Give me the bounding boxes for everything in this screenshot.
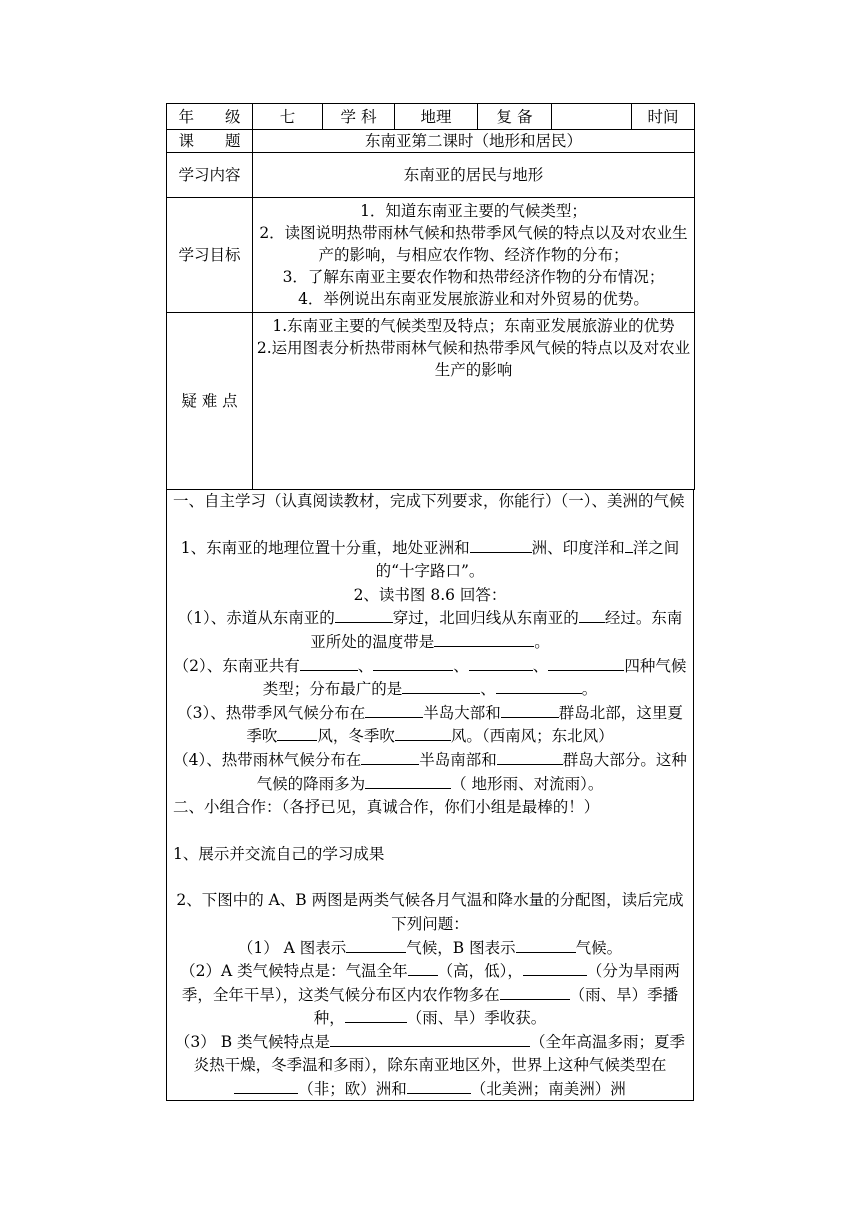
- goal-item: 1．知道东南亚主要的气候类型；: [360, 202, 587, 220]
- blank[interactable]: [496, 678, 582, 694]
- group-task-2-2: （2）A 类气候特点是：气温全年 （高，低）， （分为旱雨两季，全年干旱），这类气候分布区内农作物多在 （雨、旱）季播种， （雨、旱）季收获。: [180, 962, 680, 1028]
- blank[interactable]: [300, 655, 358, 671]
- review-label: 复 备: [478, 104, 552, 130]
- blank[interactable]: [500, 984, 570, 1000]
- group-task-2-3: （3） B 类气候特点是 （全年高温多雨；夏季炎热干燥，冬季温和多雨），除东南亚地区外，世界上这种气候类型在（非；欧）洲和 （北美洲；南美洲）洲: [174, 1032, 686, 1099]
- blank[interactable]: [408, 960, 438, 976]
- blank[interactable]: [548, 655, 624, 671]
- blank[interactable]: [346, 937, 406, 953]
- blank[interactable]: [345, 1007, 407, 1023]
- grade-value: 七: [253, 104, 323, 130]
- blank[interactable]: [497, 749, 563, 765]
- study-body: [166, 490, 694, 1101]
- group-task-1: 1、展示并交流自己的学习成果: [173, 844, 385, 863]
- blank[interactable]: [469, 655, 533, 671]
- difficulties-label: 疑 难 点: [167, 313, 253, 490]
- time-label: 时间: [632, 104, 695, 130]
- blank[interactable]: [402, 678, 480, 694]
- difficulty-item: 1.东南亚主要的气候类型及特点；东南亚发展旅游业的优势: [272, 317, 675, 335]
- group-task-2: 2、下图中的 A、B 两图是两类气候各月气温和降水量的分配图，读后完成下列问题：: [176, 891, 684, 933]
- difficulties-list: [253, 313, 695, 490]
- grade-label: 年 级: [167, 104, 253, 130]
- goals-label: 学习目标: [167, 198, 253, 313]
- blank[interactable]: [330, 1031, 530, 1047]
- blank[interactable]: [365, 702, 423, 718]
- blank[interactable]: [365, 773, 451, 789]
- blank[interactable]: [407, 1078, 471, 1094]
- section-2-heading: 二、小组合作：（各抒已见，真诚合作，你们小组是最棒的！）: [173, 798, 600, 817]
- section-1-heading: 一、自主学习（认真阅读教材，完成下列要求，你能行）（一）、美洲的气候: [173, 492, 685, 510]
- goal-item: 3．了解东南亚主要农作物和热带经济作物的分布情况；: [282, 268, 665, 286]
- blank[interactable]: [395, 725, 451, 741]
- content-label: 学习内容: [167, 153, 253, 198]
- topic-label: 课 题: [167, 130, 253, 153]
- blank[interactable]: [277, 725, 317, 741]
- blank[interactable]: [434, 631, 534, 647]
- subject-value: 地理: [395, 104, 478, 130]
- blank[interactable]: [361, 749, 419, 765]
- goal-item: 4．举例说出东南亚发展旅游业和对外贸易的优势。: [298, 290, 649, 308]
- lesson-plan-sheet: [166, 103, 694, 1101]
- blank[interactable]: [373, 655, 453, 671]
- blank[interactable]: [234, 1078, 298, 1094]
- goal-item: 2．读图说明热带雨林气候和热带季风气候的特点以及对农业生产的影响，与相应农作物、经济作物的分布；: [259, 224, 688, 264]
- difficulty-item: 2.运用图表分析热带雨林气候和热带季风气候的特点以及对农业生产的影响: [256, 339, 691, 379]
- blank[interactable]: [523, 960, 587, 976]
- question-1: 1、东南亚的地理位置十分重，地处亚洲和 洲、印度洋和 洋之间的“十字路口”。: [180, 538, 680, 581]
- blank[interactable]: [470, 537, 532, 553]
- question-2-2: （2）、东南亚共有 、 、 、 四种气候类型；分布最广的是 、 。: [173, 656, 687, 699]
- lesson-info-table: [166, 103, 695, 490]
- content-value: 东南亚的居民与地形: [253, 153, 695, 198]
- blank[interactable]: [625, 537, 633, 553]
- blank[interactable]: [516, 937, 576, 953]
- subject-label: 学 科: [323, 104, 395, 130]
- topic-value: 东南亚第二课时（地形和居民）: [253, 130, 695, 153]
- question-2-3: （3）、热带季风气候分布在 半岛大部和 群岛北部，这里夏季吹 风，冬季吹 风。（西南风；东北风）: [177, 703, 683, 746]
- blank[interactable]: [579, 607, 605, 623]
- blank[interactable]: [335, 607, 393, 623]
- review-value: [552, 104, 632, 130]
- question-2: 2、读书图 8.6 回答：: [353, 585, 507, 604]
- group-task-2-1: （1） A 图表示 气候，B 图表示 气候。: [237, 938, 623, 957]
- question-2-1: （1）、赤道从东南亚的 穿过，北回归线从东南亚的 经过。东南亚所处的温度带是 。: [177, 609, 683, 651]
- goals-list: [253, 198, 695, 313]
- question-2-4: （4）、热带雨林气候分布在 半岛南部和 群岛大部分。这种气候的降雨多为 （ 地形雨、对流雨）。: [173, 750, 687, 793]
- blank[interactable]: [501, 702, 559, 718]
